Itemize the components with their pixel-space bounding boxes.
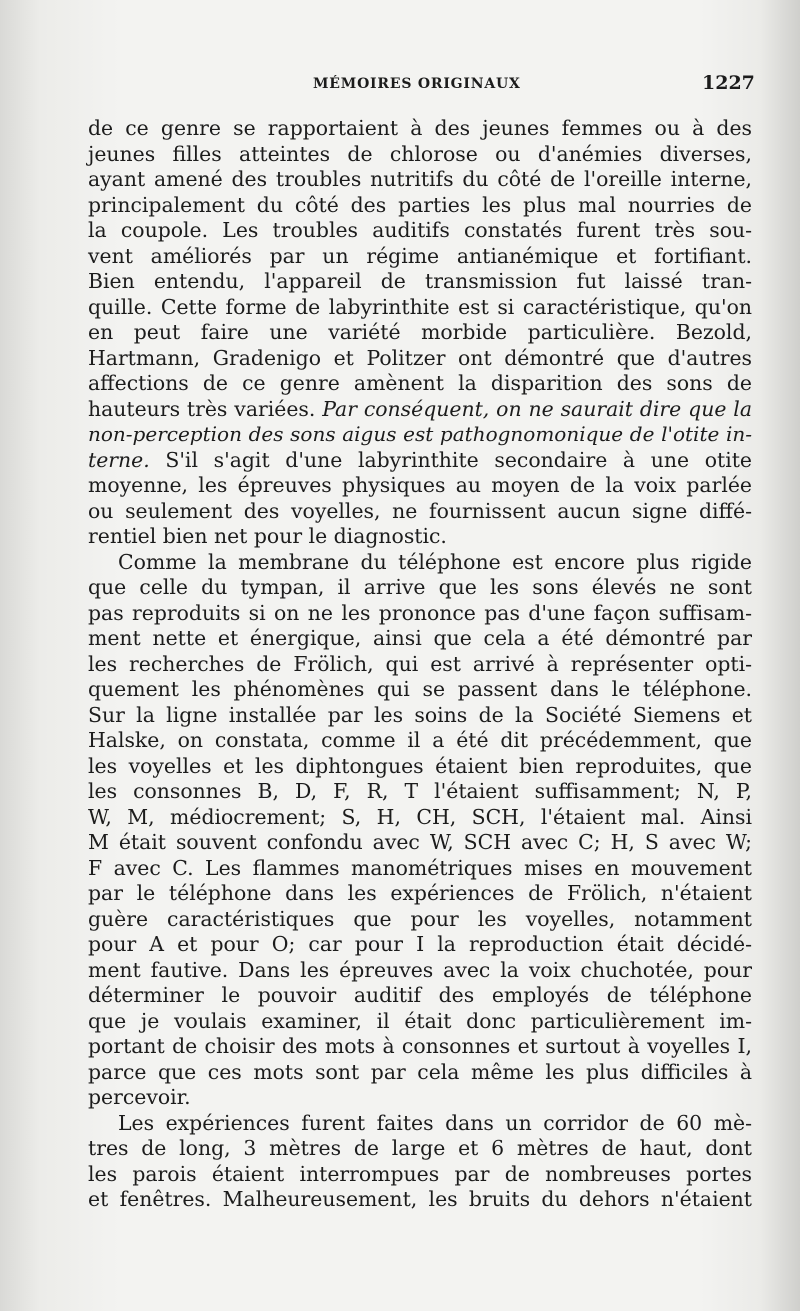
text-line: moyenne, les épreuves physiques au moyen de la voix parlée	[88, 473, 752, 497]
text-line: les parois étaient interrompues par de nombreuses portes	[88, 1161, 752, 1186]
text-line: la coupole. Les troubles auditifs constatés furent très sou-	[88, 218, 752, 242]
text-line: de ce genre se rapportaient à des jeunes femmes ou à des	[88, 116, 752, 140]
body-text	[88, 116, 752, 1213]
page-number: 1227	[702, 72, 755, 94]
text-line: tres de long, 3 mètres de large et 6 mètres de haut, dont	[88, 1136, 752, 1160]
text-line: en peut faire une variété morbide particulière. Bezold,	[88, 320, 752, 344]
text-line: M était souvent confondu avec W, SCH avec C; H, S avec W;	[88, 830, 752, 854]
text-line: Hartmann, Gradenigo et Politzer ont démontré que d'autres	[88, 345, 752, 370]
text-line: Halske, on constata, comme il a été dit précédemment, que	[88, 728, 752, 752]
text-line: Les expériences furent faites dans un corridor de 60 mè-	[118, 1110, 752, 1135]
text-line-mixed	[88, 448, 752, 474]
text-line: et fenêtres. Malheureusement, les bruits du dehors n'étaient	[88, 1187, 752, 1211]
running-title: MÉMOIRES ORIGINAUX	[313, 76, 521, 92]
text-line: quement les phénomènes qui se passent dans le téléphone.	[88, 677, 752, 701]
text-line: Sur la ligne installée par les soins de la Société Siemens et	[88, 702, 752, 727]
text-line: que je voulais examiner, il était donc particulièrement im-	[88, 1008, 752, 1033]
text-line: quille. Cette forme de labyrinthite est si caractéristique, qu'on	[88, 294, 752, 319]
text-line: vent améliorés par un régime antianémique et fortifiant.	[88, 243, 752, 268]
text-line: Comme la membrane du téléphone est encore plus rigide	[118, 549, 752, 574]
text-line: rentiel bien net pour le diagnostic.	[88, 524, 447, 548]
text-line: affections de ce genre amènent la disparition des sons de	[88, 371, 752, 395]
text-line: pas reproduits si on ne les prononce pas d'une façon suffisam-	[88, 600, 752, 625]
text-line: par le téléphone dans les expériences de Frölich, n'étaient	[88, 881, 752, 905]
text-line: principalement du côté des parties les plus mal nourries de	[88, 192, 752, 217]
text-line: les recherches de Frölich, qui est arrivé à représenter opti-	[88, 651, 752, 676]
text-line-mixed	[88, 397, 752, 423]
text-line: ayant amené des troubles nutritifs du côté de l'oreille interne,	[88, 167, 752, 191]
text-line: percevoir.	[88, 1085, 191, 1109]
text-line: W, M, médiocrement; S, H, CH, SCH, l'étaient mal. Ainsi	[88, 804, 752, 829]
text-line: jeunes filles atteintes de chlorose ou d'anémies diverses,	[88, 141, 752, 166]
text-line: Bien entendu, l'appareil de transmission fut laissé tran-	[88, 269, 752, 293]
text-line: les consonnes B, D, F, R, T l'étaient suffisamment; N, P,	[88, 779, 752, 803]
text-line: les voyelles et les diphtongues étaient bien reproduites, que	[88, 753, 752, 778]
text-line: ment fautive. Dans les épreuves avec la voix chuchotée, pour	[88, 957, 752, 982]
text-line: guère caractéristiques que pour les voyelles, notamment	[88, 906, 752, 931]
text-line: parce que ces mots sont par cela même les plus difficiles à	[88, 1059, 752, 1084]
text-line: portant de choisir des mots à consonnes et surtout à voyelles I,	[88, 1034, 752, 1058]
text-line: déterminer le pouvoir auditif des employés de téléphone	[88, 983, 752, 1007]
running-head	[0, 72, 800, 100]
text-line: pour A et pour O; car pour I la reproduction était décidé-	[88, 932, 752, 956]
text-segment: hauteurs très variées.	[88, 396, 323, 421]
italic-segment: terne.	[88, 447, 150, 472]
text-line: ment nette et énergique, ainsi que cela a été démontré par	[88, 626, 752, 650]
text-line: que celle du tympan, il arrive que les sons élevés ne sont	[88, 575, 752, 599]
text-line: F avec C. Les flammes manométriques mises en mouvement	[88, 855, 752, 880]
italic-line: non-perception des sons aigus est pathognomonique de l'otite in-	[88, 422, 752, 446]
text-segment: S'il s'agit d'une labyrinthite secondaire à une otite	[149, 447, 752, 472]
italic-segment: Par conséquent, on ne saurait dire que la	[322, 396, 752, 421]
text-line: ou seulement des voyelles, ne fournissent aucun signe diffé-	[88, 498, 752, 523]
